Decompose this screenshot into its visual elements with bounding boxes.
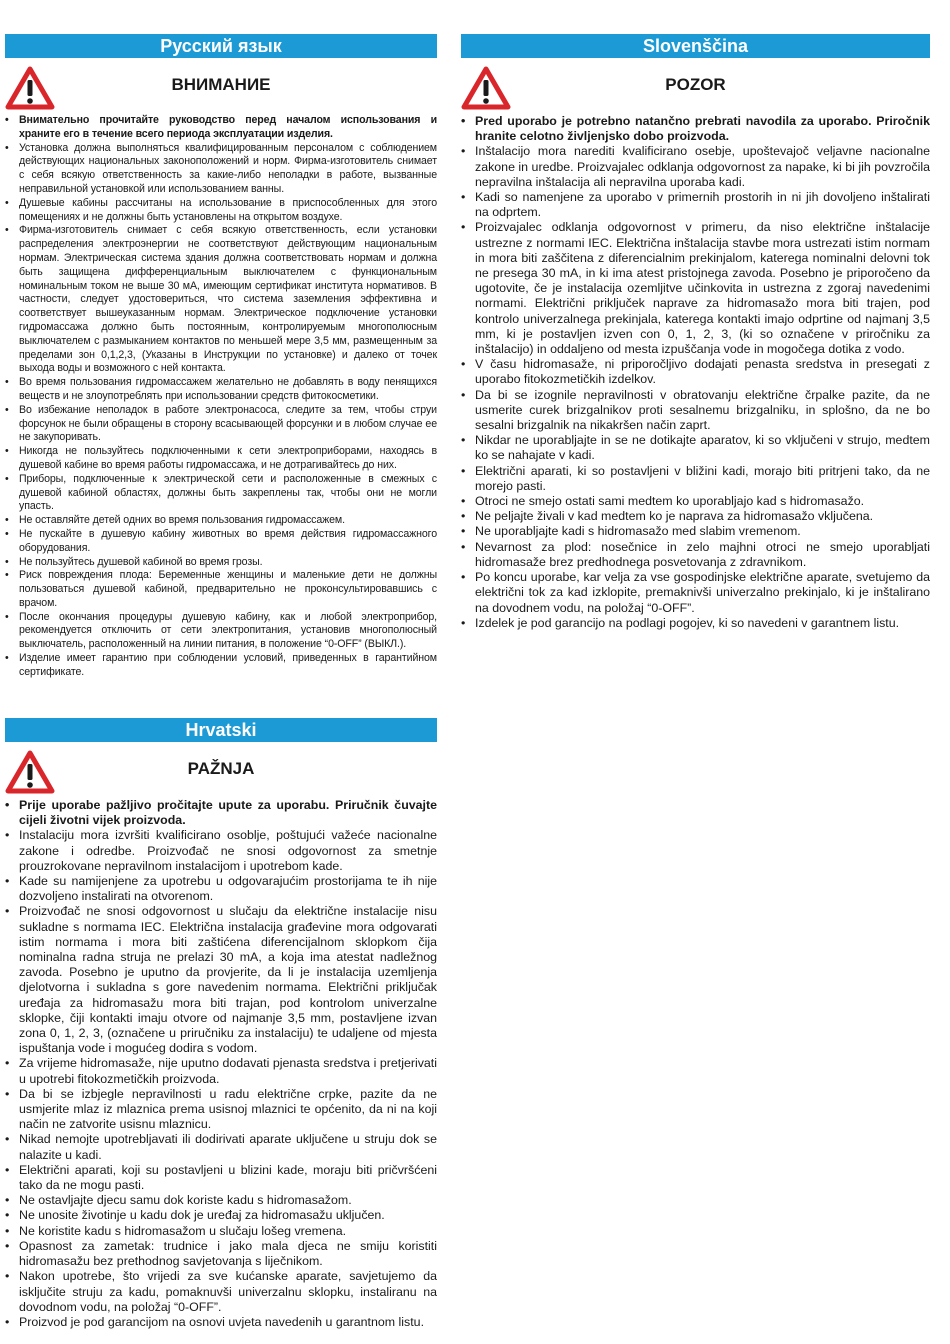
list-item: • Ne peljajte živali v kad medtem ko je naprava za hidromasažo vključena. (461, 509, 930, 524)
warning-icon (461, 66, 511, 110)
list-item: • Nevarnost za plod: nosečnice in zelo majhni otroci ne smejo uporabljati hidromasaže brez predhodnega posvetovanja z zdravnikom. (461, 540, 930, 570)
list-item: • Prije uporabe pažljivo pročitajte upute za uporabu. Priručnik čuvajte cijeli životni vijek proizvoda. (5, 798, 437, 828)
list-item: • Električni aparati, koji su postavljeni u blizini kade, moraju biti pričvršćeni tako da ne mogu pasti. (5, 1163, 437, 1193)
section-croatian (5, 718, 437, 1330)
list-item: • Otroci ne smejo ostati sami medtem ko uporabljajo kad s hidromasažo. (461, 494, 930, 509)
section-header: Slovenščina (461, 34, 930, 58)
list-item: • Nikad nemojte upotrebljavati ili dodirivati aparate uključene u struju dok se nalazite u kadi. (5, 1132, 437, 1162)
warning-title: POZOR (665, 75, 726, 94)
list-item: • Риск повреждения плода: Беременные женщины и маленькие дети не должны пользоваться душевой кабиной, предварительно не проконсультировавшись с врачом. (5, 569, 437, 610)
list-item: • Proizvajalec odklanja odgovornost v primeru, da niso električne inštalacije ustrezne z normami IEC. Električna inštalacija stavbe mora ustrezati istim normam in mora biti zaščitena z diferencialnim prekinjalom, katerega nominalni delovni tok ne presega 30 mA, in ki ima atest pristojnega zavoda. Posebno je priporočeno da ugotovite, če je instalacija ozemljitve učinkovita in ustrezna z zgoraj navedenimi normami. Električni priključek naprave za hidromasažo mora biti trajen, pod kontrolo univerzalnega prekinjala, katerega kontakti imajo odprtine od najmanj 3,5 mm, ki je postavljen izven con 0, 1, 2, 3, (ki so označene v priročniku za inštalacijo) in oddaljeno od mesta izpuščanja vode in mogočega dotika z vodo. (461, 220, 930, 357)
list-item: • V času hidromasaže, ni priporočljivo dodajati penasta sredstva in presegati z uporabo fitokozmetičkih izdelkov. (461, 357, 930, 387)
list-item: • Не оставляйте детей одних во время пользования гидромассажем. (5, 514, 437, 528)
section-header: Hrvatski (5, 718, 437, 742)
list-item: • Ne koristite kadu s hidromasažom u slučaju lošeg vremena. (5, 1224, 437, 1239)
list-item: • Не пользуйтесь душевой кабиной во время грозы. (5, 556, 437, 570)
list-item: • Ne ostavljajte djecu samu dok koriste kadu s hidromasažom. (5, 1193, 437, 1208)
list-item: • Во избежание неполадок в работе электронасоса, следите за тем, чтобы струи форсунок не были обращены в сторону всасывающей форсунки и в любом случае ее не закупоривать. (5, 404, 437, 445)
list-item: • Izdelek je pod garancijo na podlagi pogojev, ki so navedeni v garantnem listu. (461, 616, 930, 631)
warning-title: ВНИМАНИЕ (171, 75, 271, 94)
section-russian (5, 34, 437, 680)
list-item: • Фирма-изготовитель снимает с себя всякую ответственность, если установки распределения электроэнергии не соответствуют действующим национальным нормам. Электрическая система здания должна соответствовать нормам и должна быть защищена дифференциальным выключателем с функциональным номинальным током не выше 30 мА, имеющим сертификат института нормативов. В частности, следует удостовериться, что система заземления эффективна и соответствует вышеуказанным нормам. Электрическое подключение установки гидромассажа должно быть постоянным, контролируемым многополюсным выключателем с размыканием контактов по меньшей мере 3,5 мм, размещенным за пределами зон 0,1,2,3, (Указаны в Инструкции по установке) и далеко от точек выхода воды и возможного с ней контакта. (5, 224, 437, 376)
list-item: • Душевые кабины рассчитаны на использование в приспособленных для этого помещениях и не должны быть установлены на открытом воздухе. (5, 197, 437, 225)
list-item: • Kade su namijenjene za upotrebu u odgovarajućim prostorijama te ih nije dozvoljeno instalirati na otvorenom. (5, 874, 437, 904)
warning-icon (5, 750, 55, 794)
list-item: • Električni aparati, ki so postavljeni v bližini kadi, morajo biti pritrjeni tako, da ne morejo pasti. (461, 464, 930, 494)
list-item: • Proizvođač ne snosi odgovornost u slučaju da električne instalacije nisu sukladne s normama IEC. Električna instalacija građevine mora odgovarati istim normama i mora biti zaštićena diferencijalnom sklopkom čija nominalna radna struja ne prelazi 30 mA, a koja ima atestat nadležnog zavoda. Posebno je uputno da provjerite, da li je instalacija uzemljenja djelotvorna i sukladna s gore navedenim normama. Električni priključak uređaja za hidromasažu mora biti trajan, pod kontrolom univerzalne sklopke, čiji kontakti imaju otvore od najmanje 3,5 mm, postavljene izvan zona 0, 1, 2, 3, (označene u priručniku za instalaciju) te udaljene od mjesta ispuštanja vode i mogućeg dodira s vodom. (5, 904, 437, 1056)
list-item: • Внимательно прочитайте руководство перед началом использования и храните его в течение всего периода эксплуатации изделия. (5, 114, 437, 142)
warning-list (5, 114, 437, 680)
warning-row (5, 66, 437, 114)
list-item: • Не пускайте в душевую кабину животных во время действия гидромассажного оборудования. (5, 528, 437, 556)
list-item: • Da bi se izognile nepravilnosti v obratovanju električne črpalke pazite, da ne usmerite curek brizgalnikov proti sesalnemu brizgalniku, in splošno, da ne bo sesalni brizgalnik na nikakršen način zaprt. (461, 388, 930, 434)
list-item: • Inštalacijo mora narediti kvalificirano osebje, upoštevajoč veljavne nacionalne zakone in uredbe. Proizvajalec odklanja odgovornost za napake, ki bi jih povzročila nepravilna inštalacija ali nepravilna uporaba kadi. (461, 144, 930, 190)
list-item: • После окончания процедуры душевую кабину, как и любой электроприбор, рекомендуется отключить от сети электропитания, установив многополюсный выключатель, расположенный на линии питания, в положение “0-OFF” (ВЫКЛ.). (5, 611, 437, 652)
list-item: • Kadi so namenjene za uporabo v primernih prostorih in ni jih dovoljeno inštalirati na odprtem. (461, 190, 930, 220)
list-item: • Установка должна выполняться квалифицированным персоналом с соблюдением действующих национальных законоположений и норм. Фирма-изготовитель снимает с себя всякую ответственность за какие-либо неполадки в работе, вызванные неправильной установкой или использованием ванны. (5, 142, 437, 197)
list-item: • Proizvod je pod garancijom na osnovi uvjeta navedenih u garantnom listu. (5, 1315, 437, 1330)
warning-list (5, 798, 437, 1330)
section-header: Русский язык (5, 34, 437, 58)
list-item: • Za vrijeme hidromasaže, nije uputno dodavati pjenasta sredstva i pretjerivati u upotrebi fitokozmetičkih proizvoda. (5, 1056, 437, 1086)
list-item: • Никогда не пользуйтесь подключенными к сети электроприборами, находясь в душевой кабине во время работы гидромассажа, и не дотрагивайтесь до них. (5, 445, 437, 473)
list-item: • Instalaciju mora izvršiti kvalificirano osoblje, poštujući važeće nacionalne zakone i odredbe. Proizvođač ne snosi odgovornost za smetnje prouzrokovane nepravilnom instalacijom i upotrebom kade. (5, 828, 437, 874)
warning-row (5, 750, 437, 798)
list-item: • Po koncu uporabe, kar velja za vse gospodinjske električne aparate, svetujemo da električni tok za kad izklopite, premaknivši univerzalno prekinjalo, ki je inštalirano na dovodnem vodu, na položaj “0-OFF”. (461, 570, 930, 616)
warning-row (461, 66, 930, 114)
list-item: • Nakon upotrebe, što vrijedi za sve kućanske aparate, savjetujemo da isključite struju za kadu, pomaknuvši univerzalnu sklopku, instaliranu na dovodnom vodu, na položaj “0-OFF”. (5, 1269, 437, 1315)
warning-title: PAŽNJA (187, 759, 255, 778)
section-slovenian (461, 34, 930, 631)
warning-list (461, 114, 930, 631)
list-item: • Opasnost za zametak: trudnice i jako mala djeca ne smiju koristiti hidromasažu bez prethodnog savjetovanja s liječnikom. (5, 1239, 437, 1269)
list-item: • Nikdar ne uporabljajte in se ne dotikajte aparatov, ki so vključeni v strujo, medtem ko se nahajate v kadi. (461, 433, 930, 463)
list-item: • Pred uporabo je potrebno natančno prebrati navodila za uporabo. Priročnik hranite celotno življenjsko dobo proizvoda. (461, 114, 930, 144)
list-item: • Изделие имеет гарантию при соблюдении условий, приведенных в гарантийном сертификате. (5, 652, 437, 680)
list-item: • Ne uporabljajte kadi s hidromasažo med slabim vremenom. (461, 524, 930, 539)
list-item: • Приборы, подключенные к электрической сети и расположенные в смежных с душевой кабиной областях, должны быть закреплены так, чтобы они не могли упасть. (5, 473, 437, 514)
list-item: • Da bi se izbjegle nepravilnosti u radu električne crpke, pazite da ne usmjerite mlaz iz mlaznica prema usisnoj mlaznici te općenito, da ni na koji način ne zatvorite usisnu mlaznicu. (5, 1087, 437, 1133)
list-item: • Ne unosite životinje u kadu dok je uređaj za hidromasažu uključen. (5, 1208, 437, 1223)
warning-icon (5, 66, 55, 110)
list-item: • Во время пользования гидромассажем желательно не добавлять в воду пенящихся веществ и не злоупотреблять при использовании средств фитокосметики. (5, 376, 437, 404)
